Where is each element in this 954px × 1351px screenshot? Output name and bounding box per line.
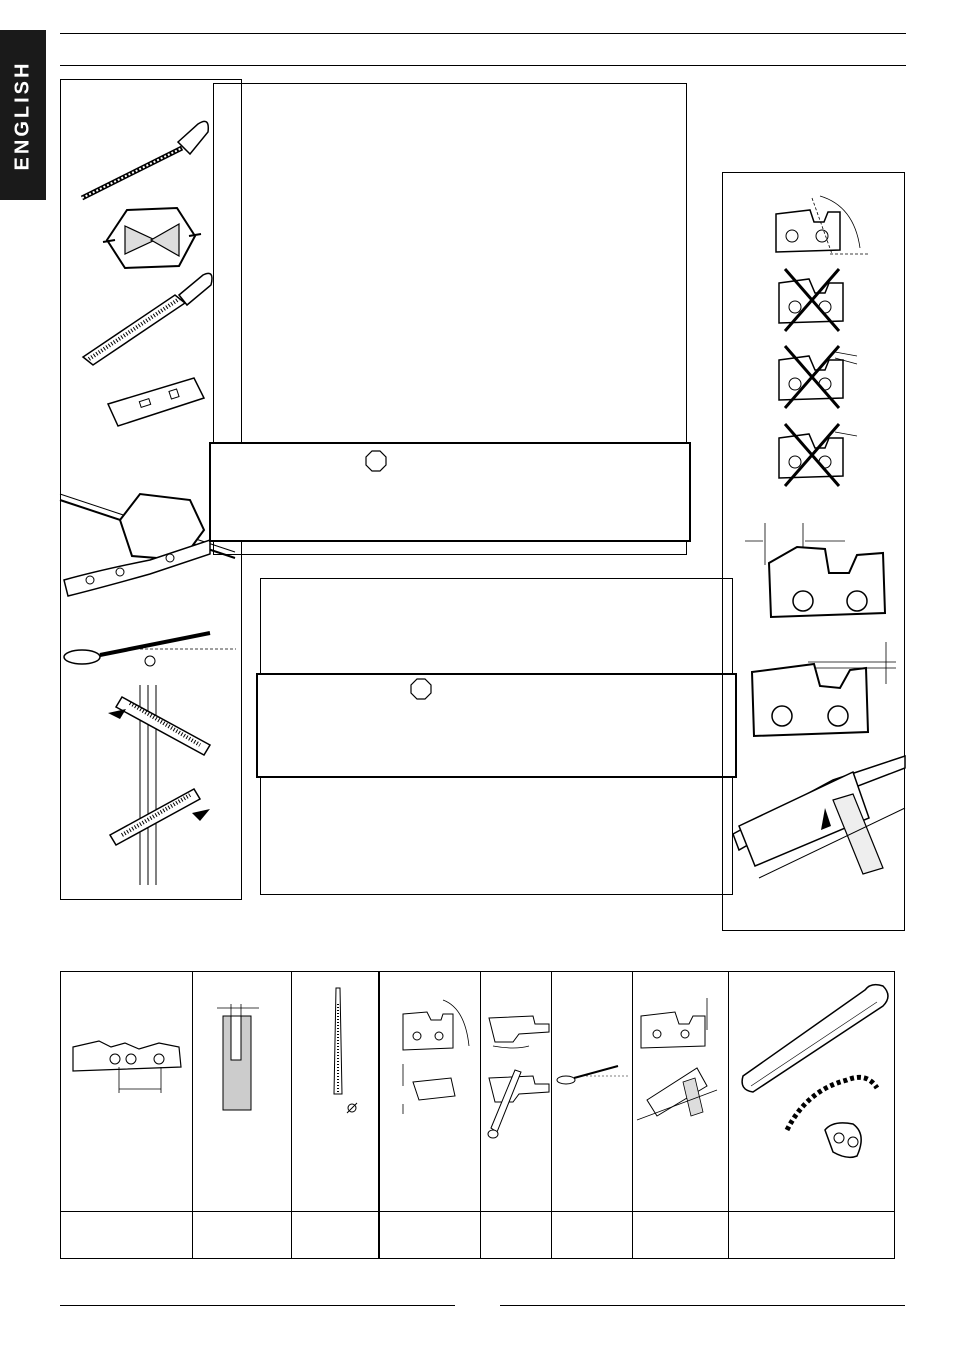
cutter-correct-icon: [770, 192, 870, 262]
table-column-divider: [378, 972, 380, 1258]
table-column-divider: [192, 972, 193, 1258]
drive-link-gauge-icon: [211, 1000, 271, 1120]
table-column-divider: [728, 972, 729, 1258]
file-diameter-icon: [326, 984, 356, 1116]
bar-and-chain-icon: [737, 980, 892, 1170]
cutter-top-plate-icon: [745, 515, 895, 630]
table-column-divider: [632, 972, 633, 1258]
octagon-warning-icon: [365, 450, 387, 472]
side-plate-angle-icon: [485, 1010, 550, 1150]
octagon-warning-icon: [410, 678, 432, 700]
depth-gauge-setting-icon: [637, 994, 725, 1124]
file-angle-icon: [556, 1060, 631, 1090]
chain-specification-table: [60, 971, 895, 1259]
cutter-angle-depth-icon: [383, 996, 478, 1116]
round-file-icon: [70, 110, 220, 210]
table-column-divider: [480, 972, 481, 1258]
chain-pitch-icon: [69, 1027, 187, 1107]
language-tab-label: ENGLISH: [11, 60, 34, 170]
language-tab: [0, 30, 46, 200]
warning-box-1: [209, 442, 691, 542]
footer-rule-right: [500, 1305, 905, 1306]
cutter-incorrect-icon: [775, 342, 865, 412]
flat-file-icon: [75, 265, 220, 375]
table-column-divider: [291, 972, 292, 1258]
footer-rule-left: [60, 1305, 455, 1306]
depth-gauge-tool-on-chain-icon: [733, 750, 905, 880]
cutter-incorrect-icon: [775, 420, 865, 490]
warning-box-2: [256, 673, 737, 778]
depth-gauge-height-icon: [748, 640, 898, 740]
table-row-divider: [61, 1211, 894, 1212]
table-column-divider: [551, 972, 552, 1258]
cutter-incorrect-icon: [775, 265, 865, 335]
filing-direction-illustration: [100, 685, 230, 885]
header-rule-top: [60, 33, 906, 34]
depth-gauge-tool-icon: [100, 370, 210, 430]
file-angle-illustration: [60, 625, 240, 675]
header-rule-bottom: [60, 65, 906, 66]
